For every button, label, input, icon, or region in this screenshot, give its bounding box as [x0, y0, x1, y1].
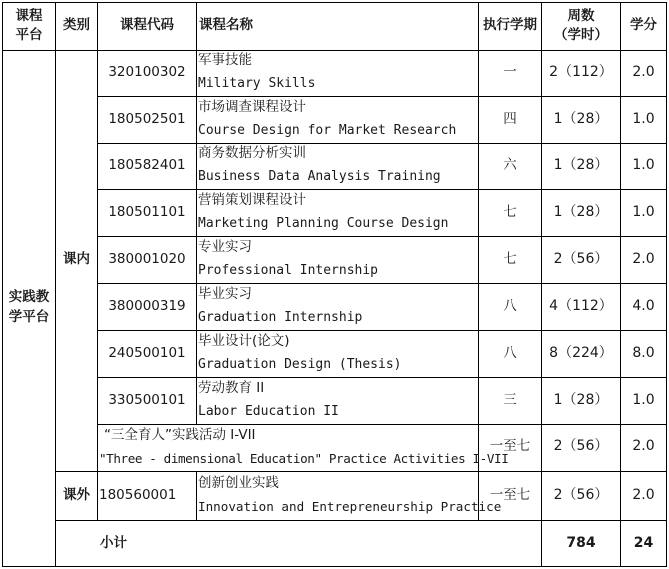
semester: 七 [503, 251, 517, 267]
course-name-cn: “三全育人”实践活动 I-VII [104, 427, 256, 443]
course-code: 380000319 [108, 298, 186, 314]
weeks: 1（28） [553, 204, 609, 220]
credits: 1.0 [632, 111, 655, 127]
credits: 8.0 [632, 345, 655, 361]
course-name-cn: 毕业设计(论文) [198, 333, 290, 349]
weeks: 2（56） [553, 487, 609, 503]
course-code: 180502501 [108, 111, 186, 127]
course-name-cn: 市场调查课程设计 [198, 99, 306, 115]
header-weeks-line1: 周数 [567, 8, 595, 24]
subtotal-weeks: 784 [566, 535, 596, 551]
course-name-cn: 劳动教育 II [198, 380, 265, 396]
course-name-cn: 商务数据分析实训 [198, 145, 306, 161]
semester: 一 [503, 64, 517, 80]
course-name-en: Business Data Analysis Training [198, 169, 441, 184]
weeks: 1（28） [553, 157, 609, 173]
course-code: 180582401 [108, 157, 186, 173]
header-semester: 执行学期 [483, 17, 537, 33]
credits: 2.0 [632, 438, 655, 454]
course-name-en: Labor Education II [198, 404, 339, 419]
weeks: 2（112） [549, 64, 613, 80]
semester: 一至七 [489, 438, 531, 454]
course-name-cn: 军事技能 [198, 52, 252, 68]
course-name-cn: 创新创业实践 [198, 475, 279, 491]
credits: 2.0 [632, 64, 655, 80]
credits: 1.0 [632, 392, 655, 408]
weeks: 2（56） [553, 438, 609, 454]
header-code: 课程代码 [120, 17, 174, 33]
course-name-en: Professional Internship [198, 263, 379, 278]
semester: 四 [503, 111, 517, 127]
header-platform-line2: 平台 [15, 27, 43, 43]
weeks: 4（112） [549, 298, 613, 314]
weeks: 8（224） [549, 345, 613, 361]
course-name-en: Graduation Internship [198, 310, 363, 325]
header-credits: 学分 [630, 17, 657, 33]
subtotal-label: 小计 [100, 535, 127, 551]
credits: 4.0 [632, 298, 655, 314]
semester: 八 [503, 345, 517, 361]
course-name-en: Marketing Planning Course Design [198, 216, 449, 231]
course-code: 320100302 [108, 64, 186, 80]
subtotal-credits: 24 [633, 535, 654, 551]
semester: 六 [503, 157, 517, 173]
course-code: 330500101 [108, 392, 186, 408]
credits: 1.0 [632, 157, 655, 173]
header-name: 课程名称 [199, 17, 253, 33]
weeks: 2（56） [553, 251, 609, 267]
course-code: 240500101 [108, 345, 186, 361]
course-name-cn: 营销策划课程设计 [198, 192, 306, 208]
credits: 1.0 [632, 204, 655, 220]
course-name-cn: 毕业实习 [198, 286, 252, 302]
header-category: 类别 [63, 17, 90, 33]
course-name-en: Graduation Design (Thesis) [198, 357, 402, 372]
weeks: 1（28） [553, 111, 609, 127]
course-name-en: Innovation and Entrepreneurship Practice [198, 499, 502, 514]
semester: 八 [503, 298, 517, 314]
platform-label-line2: 学平台 [8, 309, 50, 325]
weeks: 1（28） [553, 392, 609, 408]
semester: 一至七 [489, 487, 531, 503]
platform-label-line1: 实践教 [8, 289, 50, 305]
category-inner: 课内 [63, 251, 90, 267]
semester: 七 [503, 204, 517, 220]
header-weeks-line2: （学时） [554, 27, 608, 43]
credits: 2.0 [632, 251, 655, 267]
course-name-en: "Three - dimensional Education" Practice Activities I-VII [99, 451, 509, 466]
course-code: 380001020 [108, 251, 186, 267]
course-code: 180501101 [108, 204, 186, 220]
course-name-en: Military Skills [198, 76, 316, 91]
course-name-cn: 专业实习 [198, 239, 252, 255]
header-platform-line1: 课程 [15, 8, 43, 24]
course-code: 180560001 [99, 487, 177, 503]
semester: 三 [503, 392, 517, 408]
course-name-en: Course Design for Market Research [198, 123, 457, 138]
credits: 2.0 [632, 487, 655, 503]
category-outer: 课外 [63, 487, 90, 503]
